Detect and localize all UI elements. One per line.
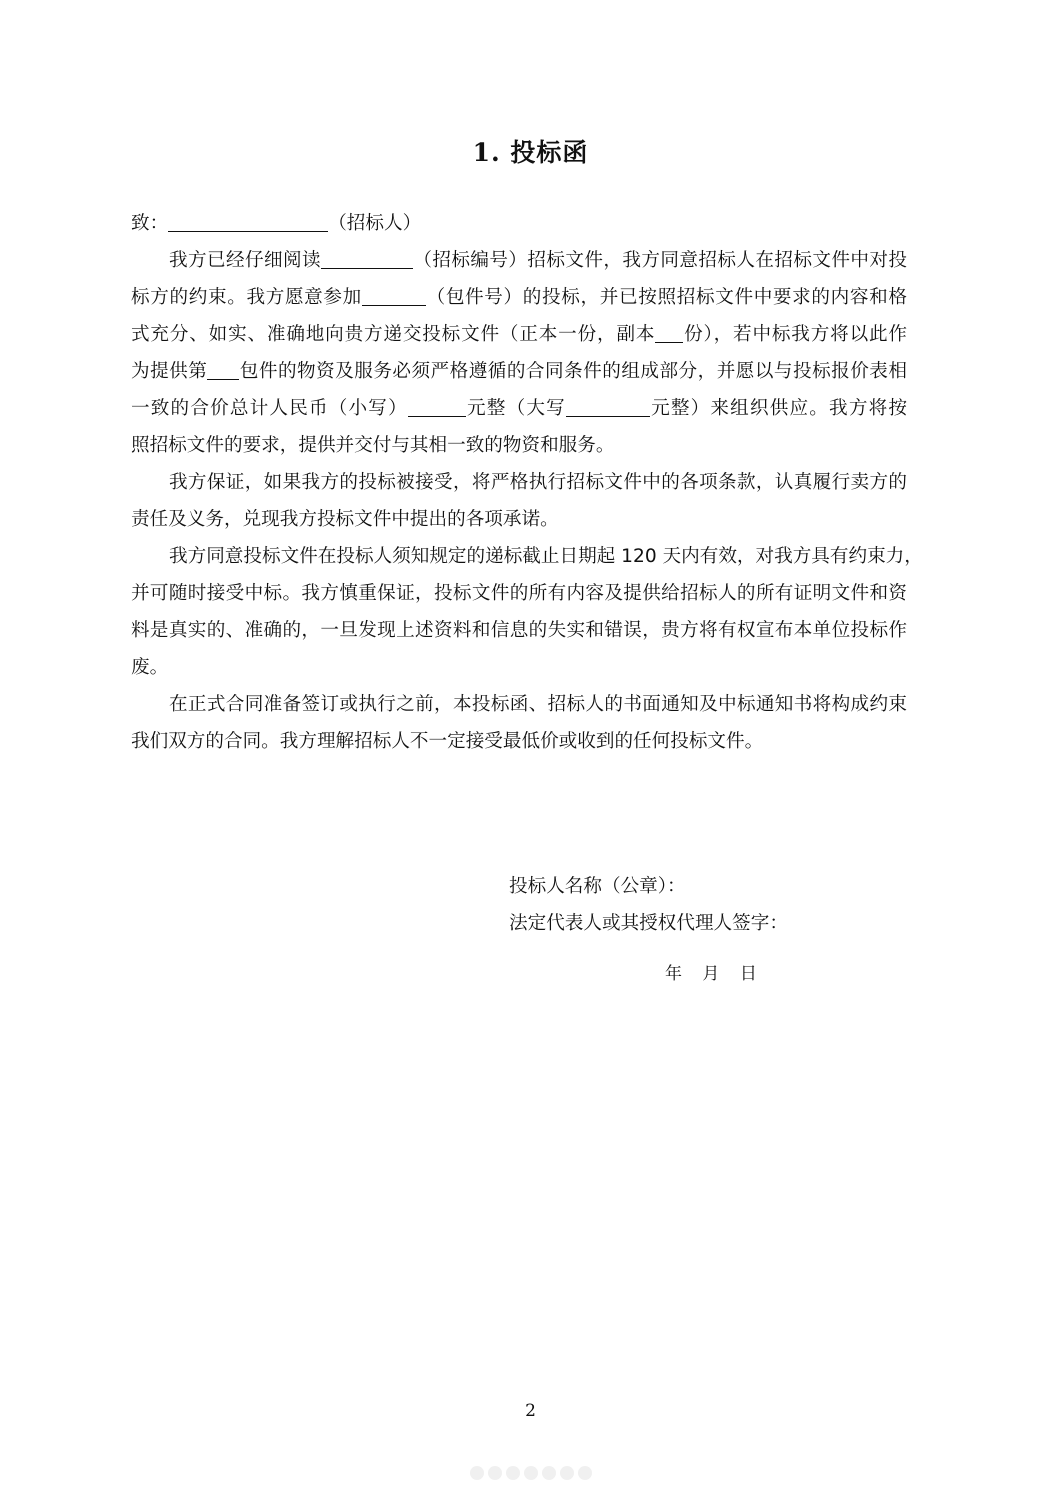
date-year: 年 — [665, 964, 682, 984]
copies-blank — [655, 322, 683, 343]
text-run: （包件号）的投标，并已按照招标文件中要求的内容和格 — [425, 287, 907, 308]
letter-body — [131, 205, 923, 760]
paragraph-2-line-2: 责任及义务，兑现我方投标文件中提出的各项承诺。 — [131, 509, 559, 530]
bidder-name-label: 投标人名称（公章）： — [509, 876, 686, 897]
text-run: （招标编号）招标文件，我方同意招标人在招标文件中对投 — [413, 250, 907, 271]
package-number-blank — [362, 285, 426, 306]
paragraph-1-line-4 — [131, 353, 907, 390]
salutation-line — [131, 205, 907, 242]
page-dot — [470, 1466, 484, 1480]
tender-number-blank — [321, 248, 413, 269]
paragraph-4-line-2: 我们双方的合同。我方理解招标人不一定接受最低价或收到的任何投标文件。 — [131, 731, 764, 752]
date-month: 月 — [702, 964, 720, 984]
text-run: 我方已经仔细阅读 — [169, 250, 321, 271]
page-dot — [524, 1466, 538, 1480]
paragraph-3-line-4: 废。 — [131, 657, 169, 678]
date-day: 日 — [739, 964, 757, 984]
page-dot — [506, 1466, 520, 1480]
paragraph-3-line-3: 料是真实的、准确的，一旦发现上述资料和信息的失实和错误，贵方将有权宣布本单位投标作 — [131, 620, 907, 641]
recipient-blank — [168, 211, 328, 232]
salutation-prefix: 致： — [131, 213, 169, 234]
page-indicator — [470, 1466, 592, 1482]
text-run: 标方的约束。我方愿意参加 — [131, 287, 362, 308]
paragraph-1-line-2 — [131, 279, 907, 316]
salutation-suffix: （招标人） — [328, 213, 422, 234]
page-number: 2 — [525, 1401, 536, 1421]
paragraph-2-line-1: 我方保证，如果我方的投标被接受，将严格执行招标文件中的各项条款，认真履行卖方的 — [169, 472, 907, 493]
paragraph-1-line-6: 照招标文件的要求，提供并交付与其相一致的物资和服务。 — [131, 435, 615, 456]
date-line — [665, 959, 772, 984]
paragraph-1-line-5 — [131, 390, 907, 427]
text-run: 式充分、如实、准确地向贵方递交投标文件（正本一份，副本 — [131, 324, 656, 345]
page-dot — [560, 1466, 574, 1480]
text-run: 为提供第 — [131, 361, 208, 382]
paragraph-3-line-1: 我方同意投标文件在投标人须知规定的递标截止日期起 120 天内有效，对我方具有约束力， — [169, 546, 923, 567]
paragraph-4-line-1: 在正式合同准备签订或执行之前，本投标函、招标人的书面通知及中标通知书将构成约束 — [169, 694, 907, 715]
text-run: 份），若中标我方将以此作 — [683, 324, 907, 345]
package-blank — [207, 359, 239, 380]
paragraph-1-line-1 — [131, 242, 907, 279]
page-dot — [578, 1466, 592, 1480]
page-dot — [542, 1466, 556, 1480]
amount-words-blank — [566, 396, 650, 417]
text-run: 一致的合价总计人民币（小写） — [131, 398, 408, 419]
text-run: 元整）来组织供应。我方将按 — [649, 398, 907, 419]
representative-signature-label: 法定代表人或其授权代理人签字： — [509, 913, 788, 934]
text-run: 包件的物资及服务必须严格遵循的合同条件的组成部分，并愿以与投标报价表相 — [239, 361, 907, 382]
paragraph-1-line-3 — [131, 316, 907, 353]
paragraph-3-line-2: 并可随时接受中标。我方慎重保证，投标文件的所有内容及提供给招标人的所有证明文件和资 — [131, 583, 907, 604]
text-run: 元整（大写 — [465, 398, 566, 419]
page-dot — [488, 1466, 502, 1480]
document-title: 1. 投标函 — [472, 138, 589, 167]
amount-figures-blank — [408, 396, 466, 417]
